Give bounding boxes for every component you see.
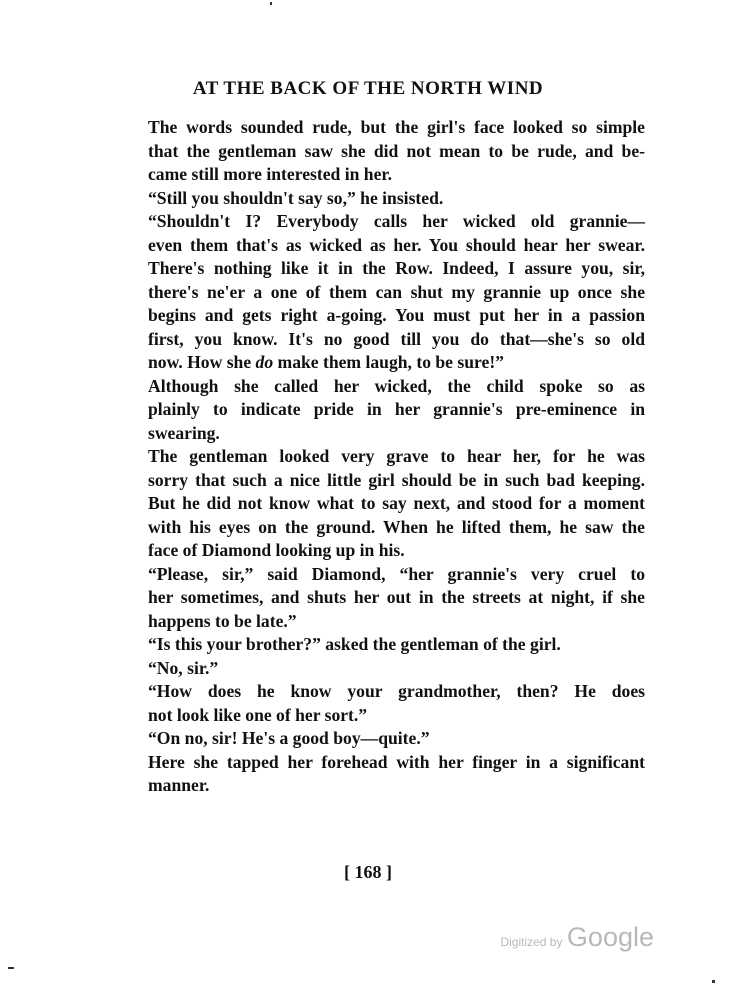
text-line: “On no, sir! He's a good boy—quite.” xyxy=(148,728,430,748)
paragraph xyxy=(118,116,645,187)
paragraph xyxy=(118,375,645,446)
top-speck xyxy=(270,2,272,5)
text-line: There's nothing like it in the Row. Indeed, I assure you, sir, xyxy=(148,258,645,278)
page-number: [ 168 ] xyxy=(344,862,392,882)
paragraph xyxy=(118,727,645,751)
text-line: “Still you shouldn't say so,” he insisted. xyxy=(148,187,444,208)
paragraph xyxy=(118,187,645,211)
text-line: “Is this your brother?” asked the gentleman of the girl. xyxy=(148,634,561,654)
text-line: plainly to indicate pride in her grannie's pre-eminence in xyxy=(148,399,645,419)
paragraph xyxy=(118,751,645,798)
paragraph xyxy=(118,445,645,563)
running-header: AT THE BACK OF THE NORTH WIND xyxy=(192,78,544,99)
text-line: Here she tapped her forehead with her finger in a significant xyxy=(148,751,645,772)
paragraph xyxy=(118,633,645,657)
paragraph xyxy=(118,563,645,634)
text-line: there's ne'er a one of them can shut my grannie up once she xyxy=(148,281,645,302)
paragraph xyxy=(118,657,645,681)
text-line: not look like one of her sort.” xyxy=(148,704,368,725)
text-line: sorry that such a nice little girl should be in such bad keeping. xyxy=(148,469,645,490)
text-line: swearing. xyxy=(148,422,220,443)
text-line: manner. xyxy=(148,775,210,795)
bottom-left-mark xyxy=(8,967,14,969)
text-line: even them that's as wicked as her. You should hear her swear. xyxy=(148,234,645,255)
bottom-right-mark xyxy=(712,980,715,983)
watermark-prefix: Digitized by xyxy=(500,935,563,949)
text-line: begins and gets right a-going. You must put her in a passion xyxy=(148,305,645,325)
text-line: Although she called her wicked, the child spoke so as xyxy=(148,375,645,396)
text-line: The gentleman looked very grave to hear her, for he was xyxy=(148,446,645,466)
text-line: came still more interested in her. xyxy=(148,164,392,184)
text-line: “No, sir.” xyxy=(148,657,219,678)
text-line: But he did not know what to say next, and stood for a moment xyxy=(148,493,645,513)
text-line: The words sounded rude, but the girl's face looked so simple xyxy=(148,117,645,137)
text-line: “How does he know your grandmother, then? He does xyxy=(148,681,645,701)
text-line: “Shouldn't I? Everybody calls her wicked old grannie— xyxy=(148,211,645,231)
text-line: her sometimes, and shuts her out in the streets at night, if she xyxy=(148,587,645,607)
watermark-brand: Google xyxy=(566,922,654,952)
text-line: with his eyes on the ground. When he lifted them, he saw the xyxy=(148,516,645,537)
text-line: happens to be late.” xyxy=(148,610,297,631)
text-line: “Please, sir,” said Diamond, “her grannie's very cruel to xyxy=(148,563,645,584)
paragraph xyxy=(118,680,645,727)
paragraph xyxy=(118,210,645,375)
digitized-by-google-watermark xyxy=(500,922,654,953)
text-line: face of Diamond looking up in his. xyxy=(148,540,405,560)
page-body xyxy=(118,116,645,798)
text-line: that the gentleman saw she did not mean to be rude, and be- xyxy=(148,140,645,161)
text-line: now. How she do make them laugh, to be sure!” xyxy=(148,352,504,372)
text-line: first, you know. It's no good till you do that—she's so old xyxy=(148,328,645,349)
